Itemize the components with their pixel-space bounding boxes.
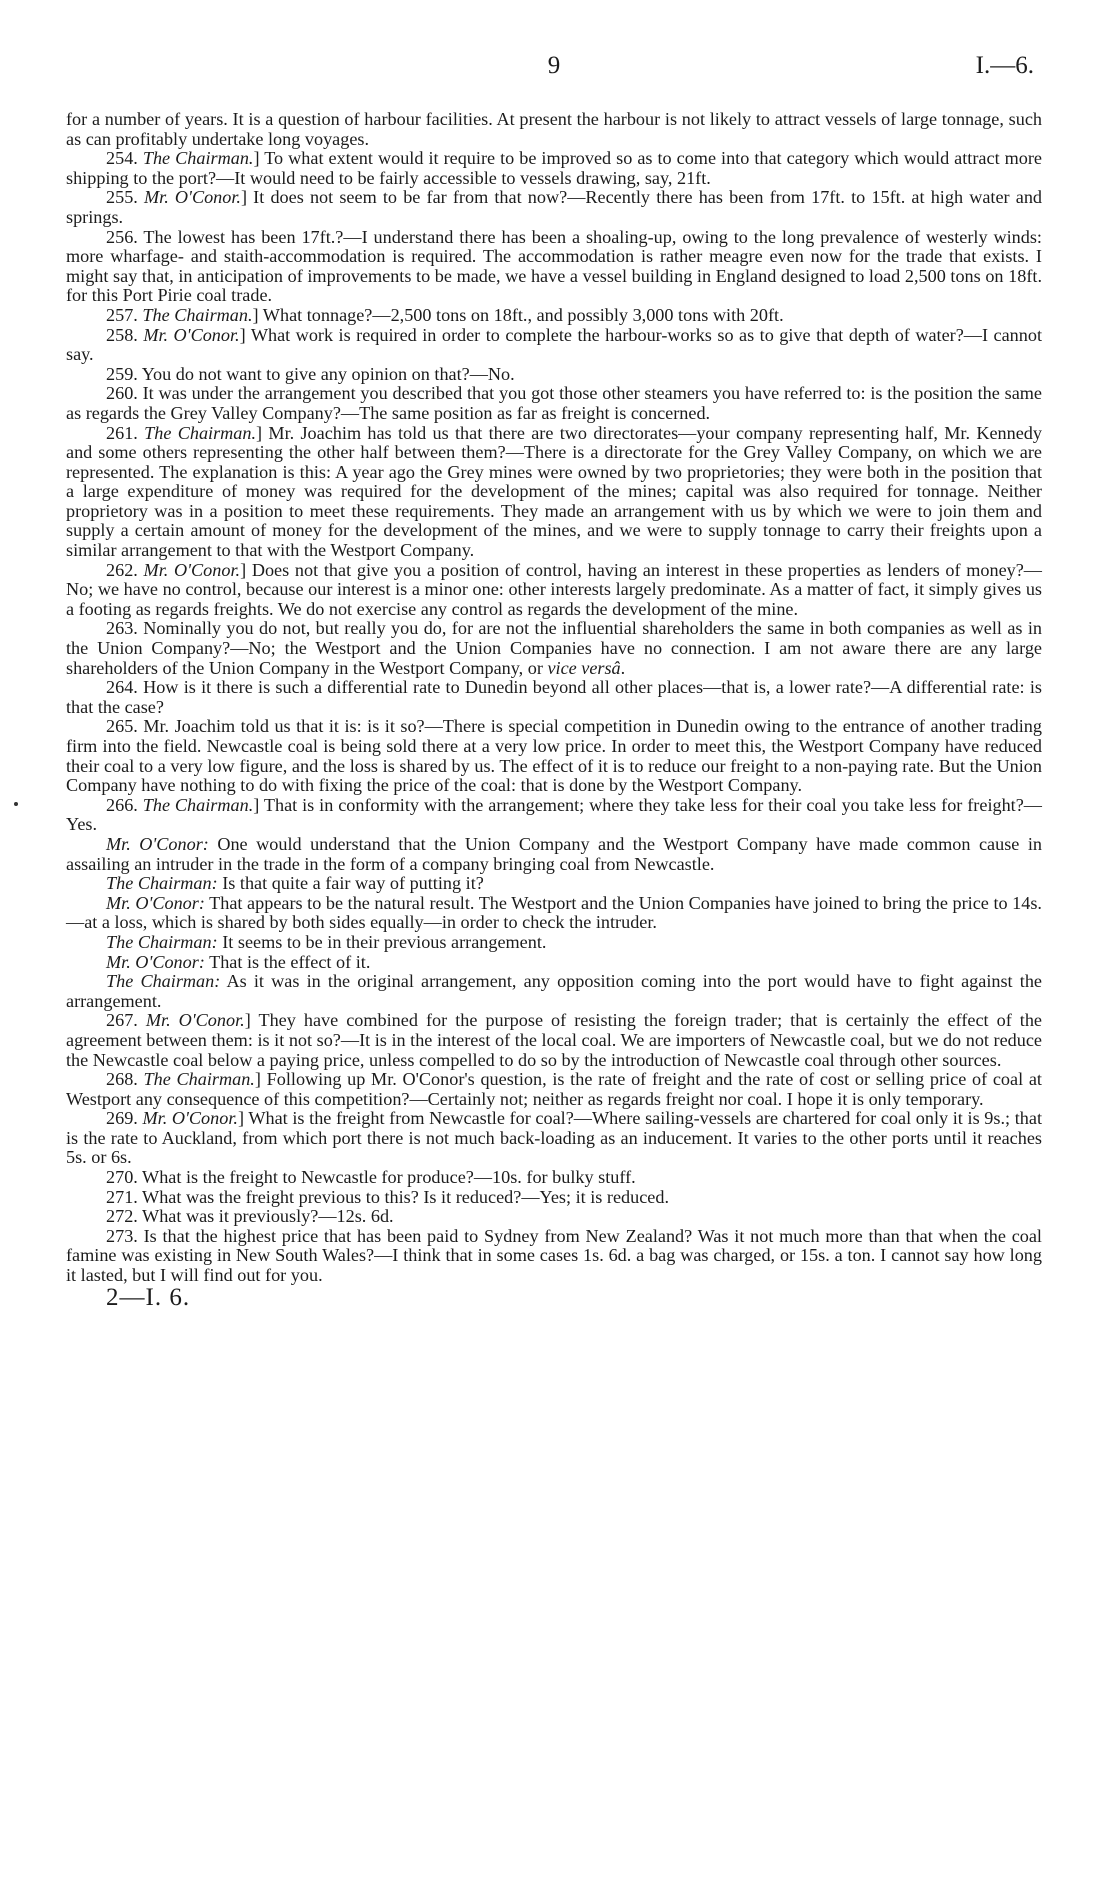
paragraph-text: ] That is in conformity with the arrangement; where they take less for their coal you take less for freight?—Yes. xyxy=(66,794,1042,835)
evidence-paragraph xyxy=(66,835,1042,874)
evidence-body xyxy=(66,110,1042,1286)
margin-dot xyxy=(14,802,18,806)
evidence-paragraph xyxy=(66,619,1042,678)
paragraph-text: ] It does not seem to be far from that now?—Recently there has been from 17ft. to 15ft. at high water and springs. xyxy=(66,187,1043,227)
paragraph-text: 271. What was the freight previous to this? Is it reduced?—Yes; it is reduced. xyxy=(106,1186,670,1207)
speaker-name: Mr. O'Conor. xyxy=(143,324,240,345)
speaker-name: The Chairman. xyxy=(142,794,254,815)
paragraph-text: for a number of years. It is a question of harbour facilities. At present the harbour is not likely to attract vessels of large tonnage, such as can profitably undertake long voyages. xyxy=(66,109,1042,149)
paragraph-text: ] To what extent would it require to be improved so as to come into that category which would attract more shipping to the port?—It would need to be fairly accessible to vessels drawing, say, 21ft. xyxy=(66,148,1043,188)
paragraph-text: 270. What is the freight to Newcastle for produce?—10s. for bulky stuff. xyxy=(106,1167,636,1188)
evidence-paragraph xyxy=(66,717,1042,795)
paragraph-text: 273. Is that the highest price that has been paid to Sydney from New Zealand? Was it not much more than that when the coal famine was existing in New South Wales?—I think that in some cases 1s. 6d. a bag was charged, or 15s. a ton. I cannot say how long it lasted, but I will find out for you. xyxy=(66,1225,1042,1286)
evidence-paragraph xyxy=(66,972,1042,1011)
speaker-name: Mr. O'Conor. xyxy=(144,187,241,208)
evidence-paragraph xyxy=(66,953,1042,973)
evidence-paragraph xyxy=(66,1207,1042,1227)
evidence-paragraph xyxy=(66,188,1042,227)
speaker-name: Mr. O'Conor. xyxy=(145,1010,245,1031)
evidence-paragraph xyxy=(66,326,1042,365)
evidence-paragraph xyxy=(66,796,1042,835)
speaker-name: The Chairman. xyxy=(142,148,254,169)
speaker-name: Mr. O'Conor. xyxy=(143,559,241,580)
evidence-paragraph xyxy=(66,1070,1042,1109)
paragraph-text: ] What is the freight from Newcastle for coal?—Where sailing-vessels are chartered for coal only it is 9s.; that is the rate to Auckland, from which port there is not much back-loading as an inducement. It varies to the other ports until it reaches 5s. or 6s. xyxy=(66,1108,1042,1168)
speaker-name: The Chairman: xyxy=(106,971,221,992)
speaker-name: Mr. O'Conor. xyxy=(142,1108,238,1129)
evidence-paragraph xyxy=(66,149,1042,188)
page-number: 9 xyxy=(547,52,561,79)
page-header xyxy=(66,48,1042,82)
paragraph-text: ] Does not that give you a position of control, having an interest in these properties as lenders of money?—No; we have no control, because our interest is a minor one: other interests largely predominate. As a matter of fact, it simply gives us a footing as regards freights. We do not exercise any control as regards the development of the mine. xyxy=(66,559,1042,619)
paragraph-text: 258. xyxy=(106,324,144,345)
paragraph-text: ] What tonnage?—2,500 tons on 18ft., and possibly 3,000 tons with 20ft. xyxy=(252,304,784,325)
speaker-name: The Chairman. xyxy=(143,1069,255,1090)
paragraph-text: . xyxy=(620,657,626,678)
evidence-paragraph xyxy=(66,1109,1042,1168)
speaker-name: vice versâ xyxy=(547,657,621,678)
evidence-paragraph xyxy=(66,678,1042,717)
speaker-name: The Chairman. xyxy=(142,304,253,325)
paragraph-text: 263. Nominally you do not, but really you do, for are not the influential shareholders the same in both companies as well as in the Union Company?—No; the Westport and the Union Companies have no connection. I am not aware there are any large shareholders of the Union Company in the Westport Company, or xyxy=(66,618,1042,678)
paragraph-text: 260. It was under the arrangement you described that you got those other steamers you have referred to: is the position the same as regards the Grey Valley Company?—The same position as far as freight is concerned. xyxy=(66,383,1042,423)
paragraph-text: 264. How is it there is such a differential rate to Dunedin beyond all other places—that is, a lower rate?—A differential rate: is that the case? xyxy=(66,677,1042,717)
evidence-paragraph xyxy=(66,1011,1042,1070)
speaker-name: Mr. O'Conor: xyxy=(106,833,209,854)
paragraph-text: 257. xyxy=(106,304,143,325)
evidence-paragraph xyxy=(66,424,1042,561)
paragraph-text: ] Following up Mr. O'Conor's question, is the rate of freight and the rate of cost or selling price of coal at Westport any consequence of this competition?—Certainly not; neither as regards freight nor coal. I hope it is only temporary. xyxy=(66,1069,1042,1109)
evidence-paragraph xyxy=(66,365,1042,385)
paragraph-text: 255. xyxy=(106,187,144,208)
paragraph-text: 268. xyxy=(106,1069,144,1090)
paragraph-text: 269. xyxy=(106,1108,143,1129)
paragraph-text: 259. You do not want to give any opinion on that?—No. xyxy=(106,363,515,384)
speaker-name: Mr. O'Conor: xyxy=(106,951,205,972)
paragraph-text: That is the effect of it. xyxy=(204,951,371,972)
paragraph-text: ] What work is required in order to complete the harbour-works so as to give that depth of water?—I cannot say. xyxy=(66,324,1043,365)
document-reference: I.—6. xyxy=(975,52,1034,79)
speaker-name: Mr. O'Conor: xyxy=(106,892,205,913)
evidence-paragraph xyxy=(66,1188,1042,1208)
evidence-paragraph xyxy=(66,228,1042,306)
evidence-paragraph xyxy=(66,894,1042,933)
evidence-paragraph xyxy=(66,384,1042,423)
evidence-paragraph xyxy=(66,933,1042,953)
speaker-name: The Chairman: xyxy=(106,931,218,952)
evidence-paragraph xyxy=(66,561,1042,620)
paragraph-text: 254. xyxy=(106,148,143,169)
paragraph-text: ] They have combined for the purpose of resisting the foreign trader; that is certainly the effect of the agreement between them: is it not so?—It is in the interest of the local coal. We are importers of Newcastle coal, but we do not reduce the Newcastle coal below a paying price, unless compelled to do so by the introduction of Newcastle coal through other sources. xyxy=(66,1010,1042,1070)
evidence-paragraph xyxy=(66,1227,1042,1286)
signature-mark: 2—I. 6. xyxy=(106,1283,191,1311)
evidence-paragraph xyxy=(66,306,1042,326)
paragraph-text: Is that quite a fair way of putting it? xyxy=(217,873,484,894)
speaker-name: The Chairman. xyxy=(144,422,257,443)
paragraph-text: 262. xyxy=(106,559,144,580)
paragraph-text: 267. xyxy=(106,1010,146,1031)
paragraph-text: 261. xyxy=(106,422,145,443)
evidence-paragraph xyxy=(66,874,1042,894)
paragraph-text: One would understand that the Union Company and the Westport Company have made common cause in assailing an intruder in the trade in the form of a company bringing coal from Newcastle. xyxy=(66,833,1042,874)
paragraph-text: It seems to be in their previous arrangement. xyxy=(217,931,547,952)
paragraph-text: 272. What was it previously?—12s. 6d. xyxy=(106,1206,394,1227)
paragraph-text: 266. xyxy=(106,794,143,815)
paragraph-text: ] Mr. Joachim has told us that there are two directorates—your company representing half, Mr. Kennedy and some others representing the other half between them?—There is a directorate for the Grey Valley Company, on which we are represented. The explanation is this: A year ago the Grey mines were owned by two proprietories; they were both in the position that a large expenditure of money was required for the development of the mines; capital was also required for tonnage. Neither proprietory was in a position to meet these requirements. They made an arrangement with us by which we were to join them and supply a certain amount of money for the development of the mines, and we were to supply tonnage to carry their freights upon a similar arrangement to that with the Westport Company. xyxy=(66,422,1042,561)
paragraph-text: As it was in the original arrangement, any opposition coming into the port would have to fight against the arrangement. xyxy=(66,971,1043,1011)
speaker-name: The Chairman: xyxy=(106,873,218,894)
paragraph-text: 256. The lowest has been 17ft.?—I understand there has been a shoaling-up, owing to the long prevalence of westerly winds: more wharfage- and staith-accommodation is required. The accommodation is rather meagre even now for the trade that exists. I might say that, in anticipation of improvements to be made, we have a vessel building in England designed to load 2,500 tons on 18ft. for this Port Pirie coal trade. xyxy=(66,226,1042,306)
evidence-paragraph xyxy=(66,110,1042,149)
evidence-paragraph xyxy=(66,1168,1042,1188)
paragraph-text: That appears to be the natural result. The Westport and the Union Companies have joined to bring the price to 14s.—at a loss, which is shared by both sides equally—in order to check the intruder. xyxy=(66,892,1042,933)
paragraph-text: 265. Mr. Joachim told us that it is: is it so?—There is special competition in Dunedin owing to the entrance of another trading firm into the field. Newcastle coal is being sold there at a very low price. In order to meet this, the Westport Company have reduced their coal to a very low figure, and the loss is shared by us. The effect of it is to reduce our freight to a non-paying rate. But the Union Company have nothing to do with fixing the price of the coal: that is done by the Westport Company. xyxy=(66,716,1042,796)
